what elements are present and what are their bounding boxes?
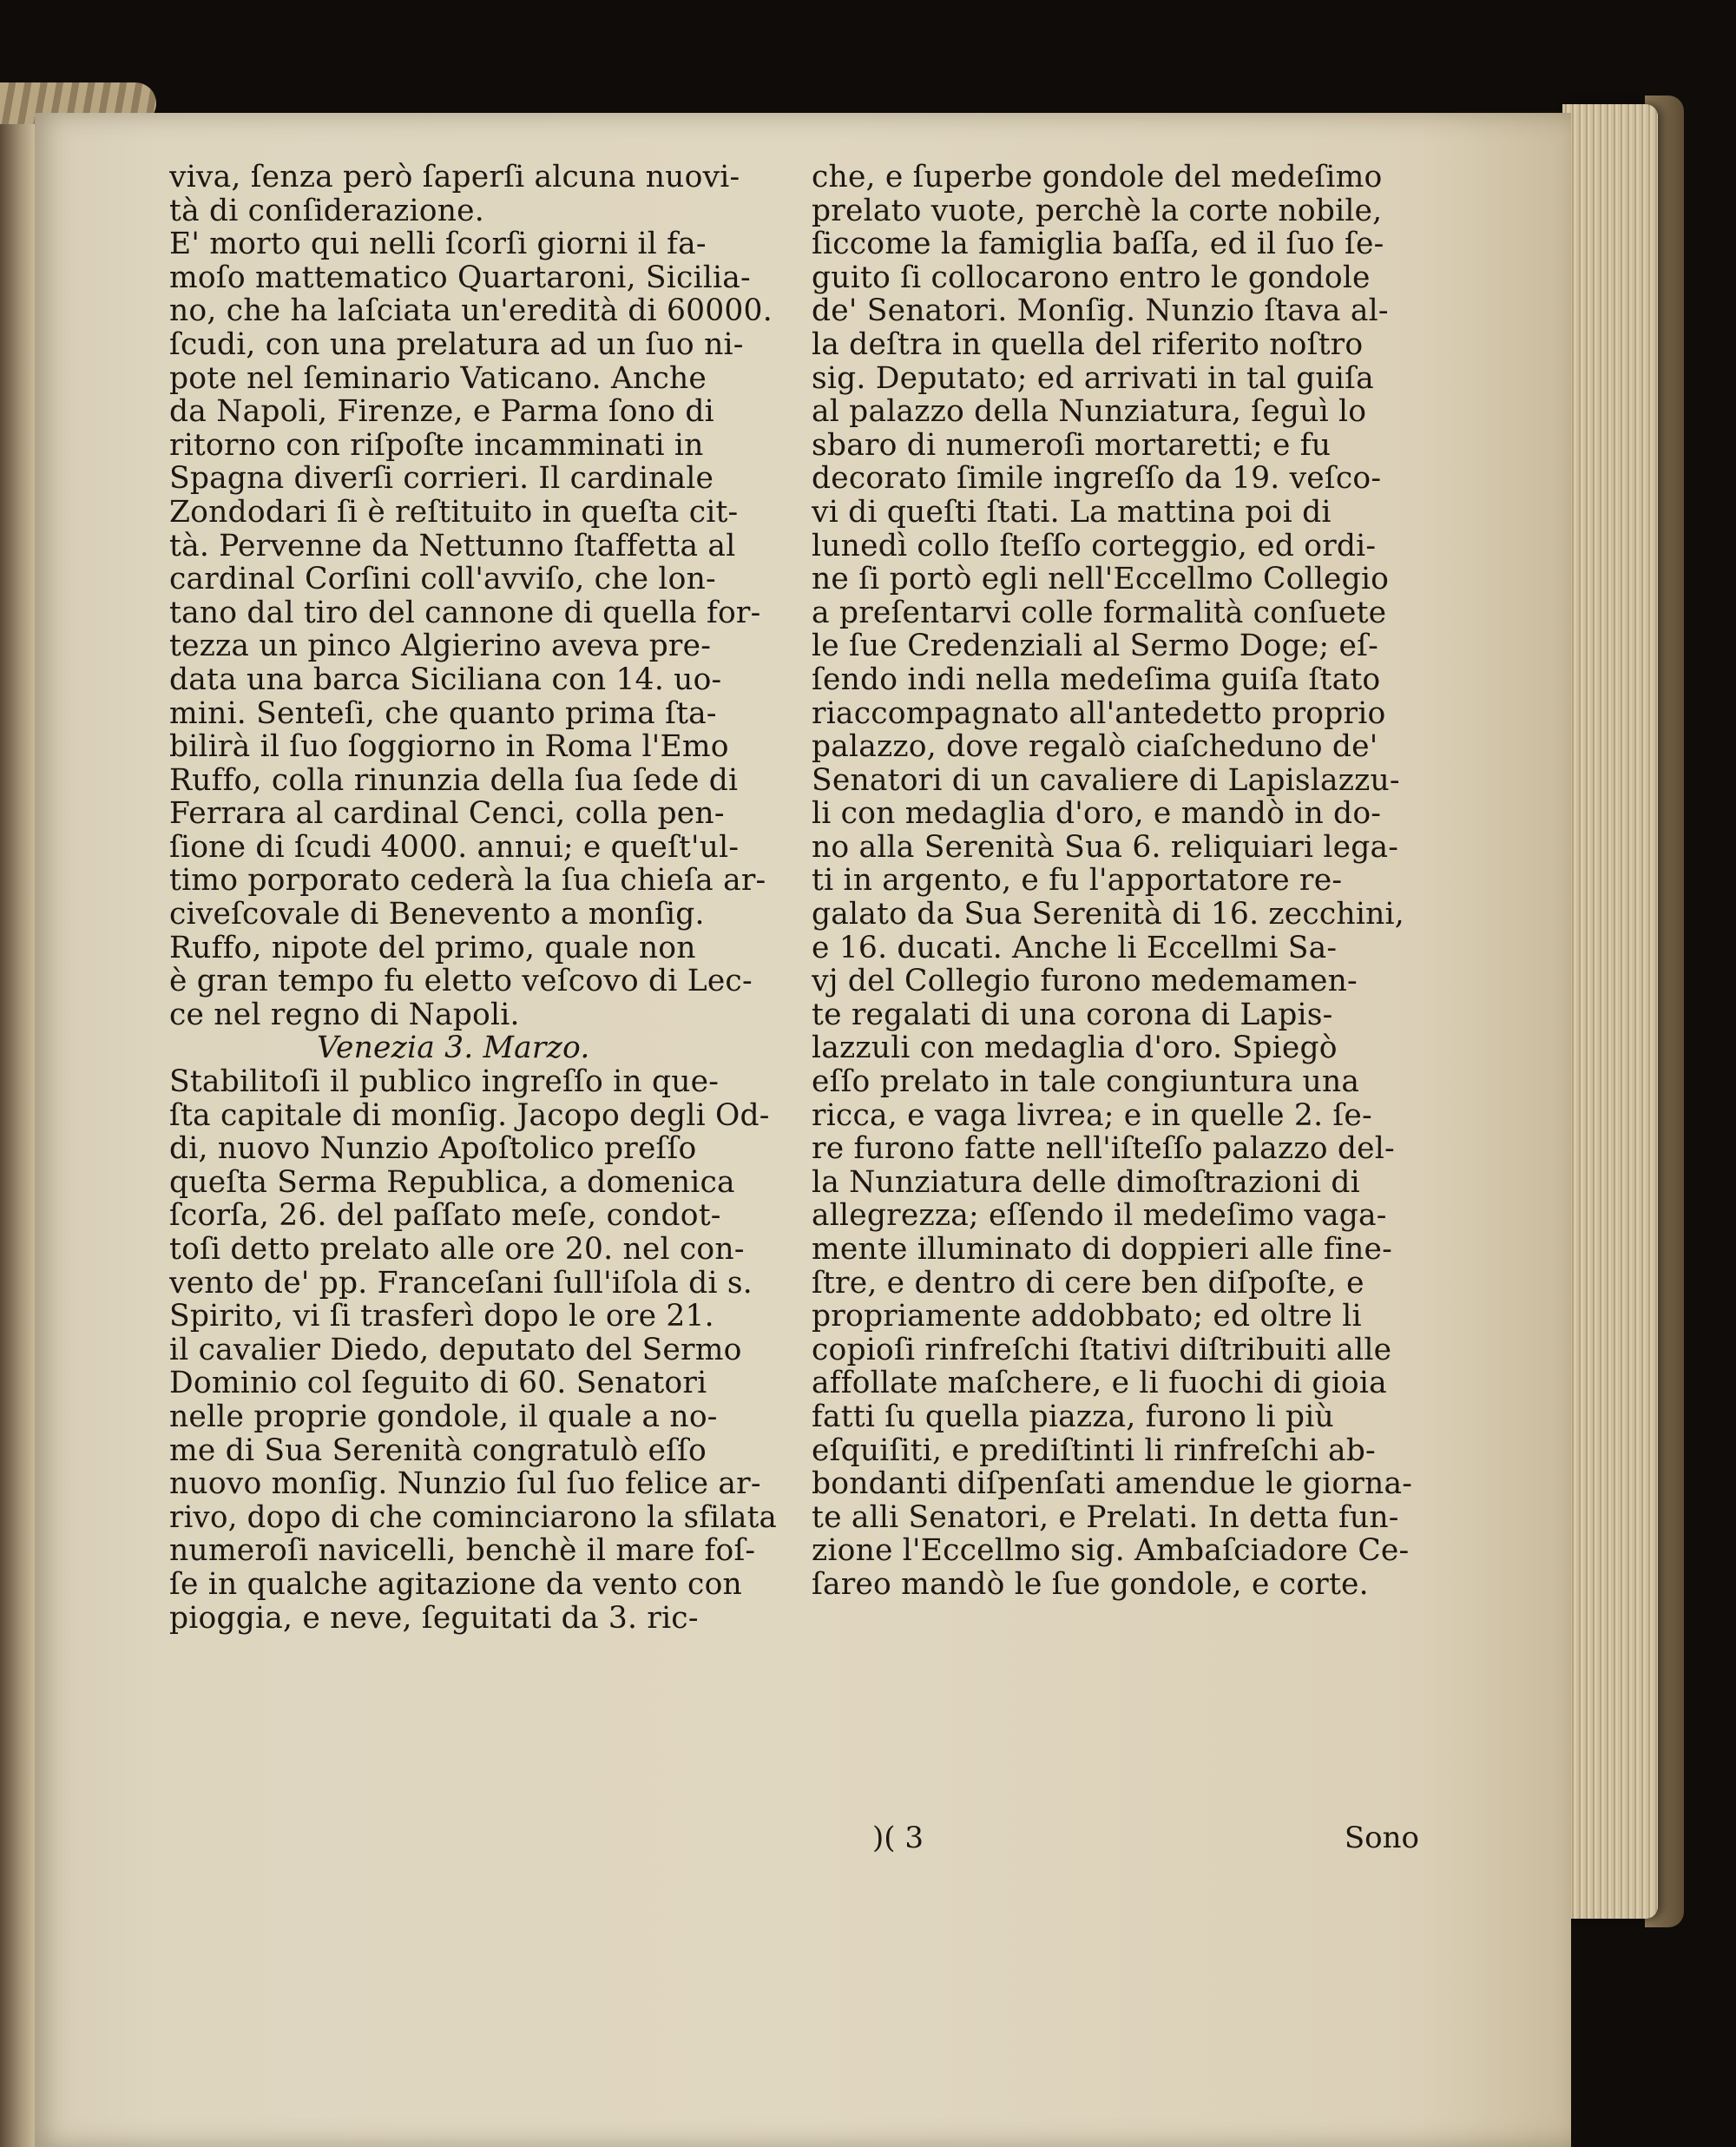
text-line: ſcudi, con una prelatura ad un ſuo ni- [169,327,744,362]
text-line: le ſue Credenziali al Sermo Doge; eſ- [812,629,1378,663]
text-line: Venezia 3. Marzo. [317,1031,590,1066]
text-line: riaccompagnato all'antedetto proprio [812,696,1386,731]
text-line: ſiccome la famiglia baſſa, ed il ſuo ſe- [812,227,1384,261]
text-line: me di Sua Serenità congratulò eſſo [169,1433,707,1468]
text-line: che, e ſuperbe gondole del medeſimo [812,161,1383,194]
text-line: è gran tempo fu eletto veſcovo di Lec- [169,965,753,998]
text-line: al palazzo della Nunziatura, ſeguì lo [812,395,1367,429]
text-line: lunedì collo ſteſſo corteggio, ed ordi- [812,529,1377,563]
text-line: galato da Sua Serenità di 16. zecchini, [812,898,1404,932]
text-line: palazzo, dove regalò ciaſcheduno de' [812,730,1378,764]
text-line: no, che ha laſciata un'eredità di 60000. [169,294,773,328]
text-line: viva, ſenza però ſaperſi alcuna nuovi- [169,161,740,194]
text-line: ſtre, e dentro di cere ben diſpoſte, e [812,1266,1364,1301]
text-line: pote nel ſeminario Vaticano. Anche [169,361,707,396]
text-line: tezza un pinco Algierino aveva pre- [169,629,712,663]
text-line: toſi detto prelato alle ore 20. nel con- [169,1233,745,1267]
text-line: tano dal tiro del cannone di quella for- [169,596,761,630]
text-line: propriamente addobbato; ed oltre li [812,1300,1362,1334]
text-line: cardinal Corſini coll'avviſo, che lon- [169,563,716,596]
text-line: rivo, dopo di che cominciarono la sfilata [169,1500,777,1535]
text-line: zione l'Eccellmo sig. Ambaſciadore Ce- [812,1534,1410,1568]
text-line: civeſcovale di Benevento a monſig. [169,898,705,932]
text-line: sig. Deputato; ed arrivati in tal guiſa [812,361,1374,396]
text-line: ſareo mandò le ſue gondole, e corte. [812,1567,1369,1602]
right-text-column [812,161,1419,1602]
text-line: li con medaglia d'oro, e mandò in do- [812,797,1382,831]
text-line: moſo mattematico Quartaroni, Sicilia- [169,260,751,295]
text-line: Zondodari ſi è reſtituito in queſta cit- [169,495,739,530]
text-line: data una barca Siciliana con 14. uo- [169,662,722,697]
text-line: te alli Senatori, e Prelati. In detta fun- [812,1500,1399,1535]
left-text-column [169,161,777,1635]
text-line: eſquiſiti, e prediſtinti li rinfreſchi ab- [812,1433,1376,1468]
text-line: queſta Serma Republica, a domenica [169,1165,735,1200]
text-line: Stabilitoſi il publico ingreſſo in que- [169,1065,720,1099]
text-line: no alla Serenità Sua 6. reliquiari lega- [812,830,1399,865]
text-line: ritorno con riſpoſte incamminati in [169,428,704,463]
text-line: numeroſi navicelli, benchè il mare foſ- [169,1534,756,1568]
text-line: pioggia, e neve, ſeguitati da 3. ric- [169,1601,699,1636]
text-line: Dominio col ſeguito di 60. Senatori [169,1367,707,1400]
text-line: te regalati di una corona di Lapis- [812,998,1333,1032]
page-footer [812,1819,1419,1857]
text-line: e 16. ducati. Anche li Eccellmi Sa- [812,931,1338,965]
text-line: allegrezza; eſſendo il medeſimo vaga- [812,1199,1387,1233]
text-line: decorato ſimile ingreſſo da 19. veſco- [812,462,1382,496]
signature-mark: )( 3 [872,1821,924,1855]
text-line: ti in argento, e fu l'apportatore re- [812,864,1343,899]
text-line: da Napoli, Firenze, e Parma ſono di [169,395,714,429]
text-line: fatti ſu quella piazza, furono li più [812,1400,1334,1434]
text-line: Ruffo, nipote del primo, quale non [169,931,696,965]
text-line: ſcorſa, 26. del paſſato meſe, condot- [169,1199,721,1233]
previous-page-edge [0,82,36,2147]
text-line: ſe in qualche agitazione da vento con [169,1567,742,1602]
text-line: ne ſi portò egli nell'Eccellmo Collegio [812,563,1390,596]
text-line: ſta capitale di monſig. Jacopo degli Od- [169,1098,770,1133]
text-line: Ferrara al cardinal Cenci, colla pen- [169,797,725,831]
text-line: timo porporato cederà la ſua chieſa ar- [169,864,766,899]
text-line: mini. Senteſi, che quanto prima ſta- [169,696,717,731]
text-line: Spagna diverſi corrieri. Il cardinale [169,462,714,496]
text-line: lazzuli con medaglia d'oro. Spiegò [812,1031,1338,1066]
text-line: tà. Pervenne da Nettunno ſtaffetta al [169,529,736,563]
page-stack-edge [1562,104,1658,1919]
text-line: tà di conſiderazione. [169,194,484,228]
text-line: ſendo indi nella medeſima guiſa ſtato [812,662,1381,697]
text-line: Ruffo, colla rinunzia della ſua ſede di [169,763,739,798]
text-line: vento de' pp. Franceſani ſull'iſola di s. [169,1266,753,1301]
text-line: a preſentarvi colle formalità conſuete [812,596,1387,630]
text-line: E' morto qui nelli ſcorſi giorni il fa- [169,227,707,261]
text-line: eſſo prelato in tale congiuntura una [812,1065,1360,1099]
text-line: re furono fatte nell'iſteſſo palazzo del- [812,1132,1395,1166]
text-line: Spirito, vi ſi trasferì dopo le ore 21. [169,1300,714,1334]
text-line: ce nel regno di Napoli. [169,998,520,1032]
text-line: ricca, e vaga livrea; e in quelle 2. ſe- [812,1098,1372,1133]
text-line: vi di queſti ſtati. La mattina poi di [812,495,1332,530]
text-line: Senatori di un cavaliere di Lapislazzu- [812,763,1400,798]
text-line: bilirà il ſuo ſoggiorno in Roma l'Emo [169,730,729,764]
text-line: la deſtra in quella del riferito noſtro [812,327,1364,362]
text-line: bondanti diſpenſati amendue le giorna- [812,1467,1413,1501]
text-line: guito ſi collocarono entro le gondole [812,260,1371,295]
text-line: la Nunziatura delle dimoſtrazioni di [812,1165,1360,1200]
text-line: affollate maſchere, e li fuochi di gioia [812,1367,1387,1400]
text-line: nuovo monſig. Nunzio ſul ſuo felice ar- [169,1467,761,1501]
text-line: vj del Collegio furono medemamen- [812,965,1358,998]
catchword: Sono [1344,1821,1419,1855]
text-line: prelato vuote, perchè la corte nobile, [812,194,1383,228]
text-line: sbaro di numeroſi mortaretti; e fu [812,428,1332,463]
text-line: mente illuminato di doppieri alle fine- [812,1233,1393,1267]
text-line: de' Senatori. Monſig. Nunzio ſtava al- [812,294,1389,328]
text-line: copioſi rinfreſchi ſtativi diſtribuiti alle [812,1333,1392,1367]
text-line: nelle proprie gondole, il quale a no- [169,1400,718,1434]
text-line: di, nuovo Nunzio Apoſtolico preſſo [169,1132,697,1166]
text-line: il cavalier Diedo, deputato del Sermo [169,1333,742,1367]
text-line: ſione di ſcudi 4000. annui; e queſt'ul- [169,830,740,865]
